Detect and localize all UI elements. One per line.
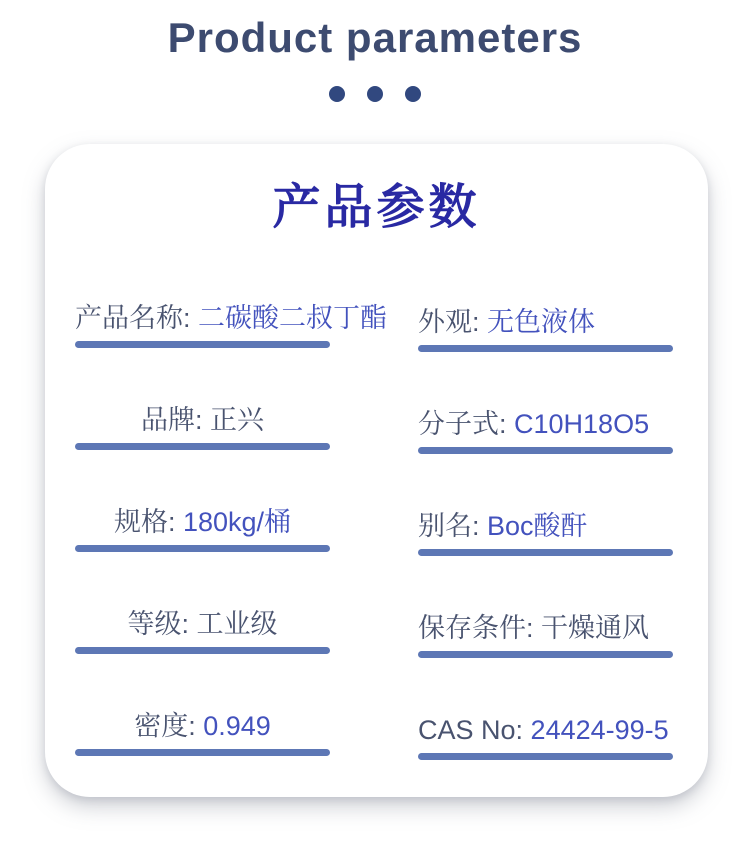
- param-row-spec: [75, 506, 330, 608]
- param-line: [418, 408, 673, 440]
- underline-bar: [75, 647, 330, 654]
- param-line: [75, 710, 330, 742]
- dot-icon: [329, 86, 345, 102]
- param-label: 品牌:: [140, 405, 210, 435]
- param-label: 别名:: [418, 511, 488, 541]
- param-row-cas: [418, 714, 673, 816]
- param-value: 0.949: [203, 711, 271, 741]
- param-row-appearance: [418, 306, 673, 408]
- param-line: [75, 404, 330, 436]
- param-value: 干燥通风: [541, 613, 650, 643]
- param-label: 密度:: [134, 711, 204, 741]
- param-line: [418, 612, 673, 644]
- param-line: [418, 714, 673, 746]
- param-line: [75, 302, 388, 334]
- param-line: [418, 306, 673, 338]
- param-label: 分子式:: [418, 409, 515, 439]
- underline-bar: [418, 549, 673, 556]
- underline-bar: [418, 753, 673, 760]
- param-row-density: [75, 710, 330, 812]
- page-header: [0, 0, 750, 102]
- underline-bar: [418, 447, 673, 454]
- param-row-product-name: [75, 302, 388, 404]
- underline-bar: [75, 443, 330, 450]
- dot-icon: [405, 86, 421, 102]
- param-row-formula: [418, 408, 673, 510]
- param-line: [75, 506, 330, 538]
- parameters-grid: [75, 302, 673, 816]
- param-row-storage: [418, 612, 673, 714]
- underline-bar: [75, 341, 330, 348]
- param-line: [75, 608, 330, 640]
- param-value: 180kg/桶: [182, 507, 292, 537]
- param-row-alias: [418, 510, 673, 612]
- card-heading: 产品参数: [272, 181, 481, 234]
- param-line: [418, 510, 673, 542]
- param-label: 产品名称:: [75, 303, 199, 333]
- parameters-column-left: [75, 302, 388, 816]
- dot-icon: [367, 86, 383, 102]
- underline-bar: [75, 749, 330, 756]
- dots-divider: [0, 86, 750, 102]
- param-row-grade: [75, 608, 330, 710]
- param-label: 等级:: [127, 609, 197, 639]
- param-value: 工业级: [196, 609, 278, 639]
- underline-bar: [75, 545, 330, 552]
- param-value: 二碳酸二叔丁酯: [198, 303, 388, 333]
- param-label: CAS No:: [418, 715, 531, 745]
- param-value: 24424-99-5: [530, 715, 669, 745]
- underline-bar: [418, 651, 673, 658]
- param-value: C10H18O5: [514, 409, 650, 439]
- param-label: 保存条件:: [418, 613, 542, 643]
- param-row-brand: [75, 404, 330, 506]
- param-value: 无色液体: [487, 307, 596, 337]
- page-title: Product parameters: [167, 14, 583, 61]
- underline-bar: [418, 345, 673, 352]
- param-label: 规格:: [113, 507, 183, 537]
- param-label: 外观:: [418, 307, 488, 337]
- parameters-column-right: [418, 306, 673, 816]
- param-value: Boc酸酐: [487, 511, 588, 541]
- product-parameters-card: [45, 144, 708, 797]
- param-value: 正兴: [210, 405, 264, 435]
